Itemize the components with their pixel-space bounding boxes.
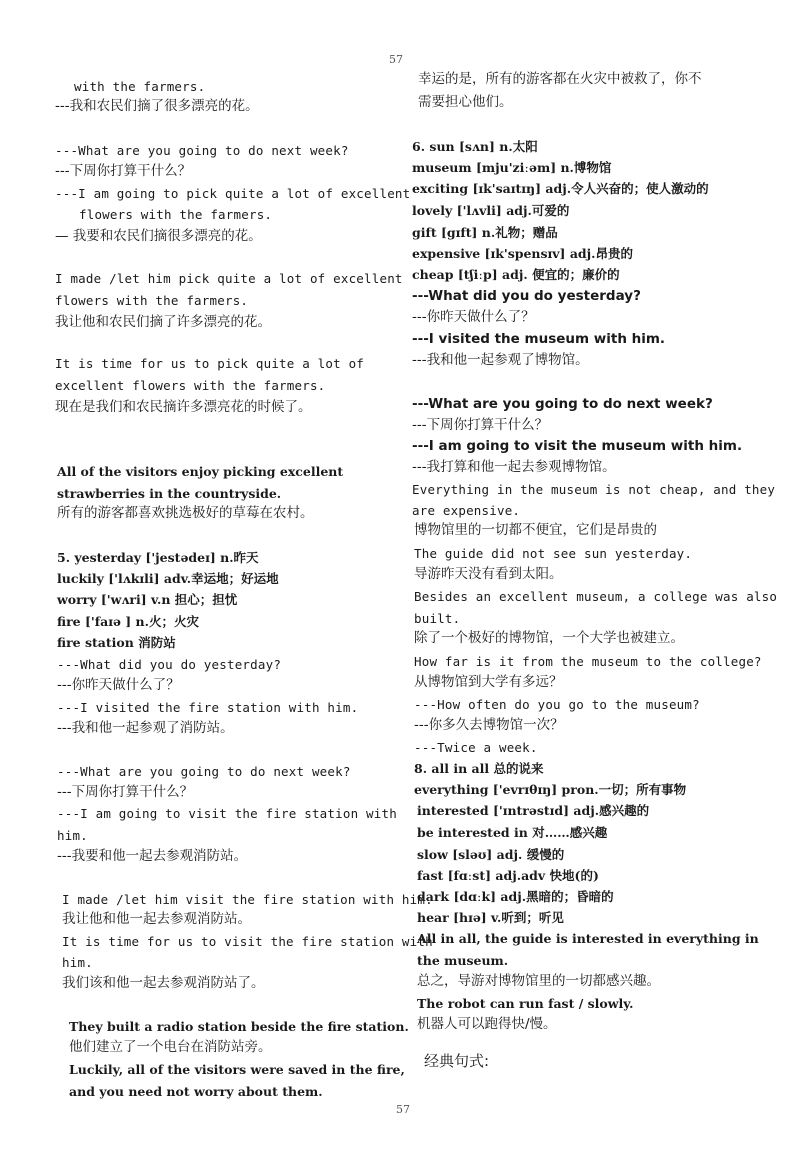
- right-line-42: The robot can run fast / slowly.: [417, 996, 634, 1011]
- right-line-11: ---你昨天做什么了？: [412, 309, 535, 325]
- right-line-40: the museum.: [417, 953, 509, 968]
- left-line-15: strawberries in the countryside.: [57, 486, 282, 501]
- right-line-14: ---What are you going to do next week?: [412, 396, 713, 412]
- right-line-43: 机器人可以跑得快/慢。: [417, 1016, 557, 1032]
- left-line-5: ---I am going to pick quite a lot of excellent: [55, 186, 411, 201]
- left-line-20: fire ['faɪə ] n.火；火灾: [57, 614, 199, 629]
- right-line-38: hear [hɪə] v.听到；听见: [417, 910, 564, 925]
- left-line-21: fire station 消防站: [57, 635, 176, 650]
- right-line-35: slow [sləʊ] adj. 缓慢的: [417, 847, 565, 862]
- right-line-39: All in all, the guide is interested in everything in: [417, 931, 759, 946]
- left-line-2: ---我和农民们摘了很多漂亮的花。: [55, 98, 259, 114]
- left-line-38: Luckily, all of the visitors were saved in the fire,: [69, 1062, 405, 1077]
- left-line-17: 5. yesterday ['jestədeɪ] n.昨天: [57, 550, 259, 565]
- right-line-22: 导游昨天没有看到太阳。: [414, 566, 563, 582]
- right-line-2: 需要担心他们。: [418, 94, 513, 110]
- left-line-7: — 我要和农民们摘很多漂亮的花。: [55, 228, 262, 244]
- right-line-27: 从博物馆到大学有多远？: [414, 674, 563, 690]
- left-line-31: I made /let him visit the fire station with him.: [62, 892, 433, 907]
- left-line-3: ---What are you going to do next week?: [55, 143, 349, 158]
- left-line-28: ---I am going to visit the fire station with: [57, 806, 397, 821]
- right-line-10: ---What did you do yesterday?: [412, 288, 641, 304]
- left-line-10: 我让他和农民们摘了许多漂亮的花。: [55, 314, 271, 330]
- left-line-14: All of the visitors enjoy picking excellent: [57, 464, 344, 479]
- right-line-33: interested ['ɪntrəstɪd] adj.感兴趣的: [417, 803, 650, 818]
- left-line-24: ---I visited the fire station with him.: [57, 700, 359, 715]
- right-line-24: built.: [414, 611, 461, 626]
- right-line-23: Besides an excellent museum, a college was also: [414, 589, 778, 604]
- left-line-29: him.: [57, 828, 88, 843]
- right-line-25: 除了一个极好的博物馆，一个大学也被建立。: [414, 630, 684, 646]
- section-heading-classic-sentences: 经典句式:: [424, 1052, 490, 1070]
- left-line-22: ---What did you do yesterday?: [57, 657, 282, 672]
- right-line-21: The guide did not see sun yesterday.: [414, 546, 693, 561]
- right-line-19: are expensive.: [412, 503, 521, 518]
- right-line-34: be interested in 对……感兴趣: [417, 825, 608, 840]
- right-line-8: expensive [ɪk'spensɪv] adj.昂贵的: [412, 246, 634, 261]
- right-line-15: ---下周你打算干什么？: [412, 417, 549, 433]
- left-line-34: him.: [62, 955, 93, 970]
- left-line-11: It is time for us to pick quite a lot of: [55, 356, 365, 371]
- left-line-37: 他们建立了一个电台在消防站旁。: [69, 1039, 272, 1055]
- left-line-33: It is time for us to visit the fire station with: [62, 934, 433, 949]
- right-line-20: 博物馆里的一切都不便宜，它们是昂贵的: [414, 522, 657, 538]
- left-line-6: flowers with the farmers.: [79, 207, 273, 222]
- left-line-13: 现在是我们和农民摘许多漂亮花的时候了。: [55, 399, 312, 415]
- left-line-39: and you need not worry about them.: [69, 1084, 323, 1099]
- left-line-4: ---下周你打算干什么？: [55, 163, 192, 179]
- right-line-1: 幸运的是，所有的游客都在火灾中被救了，你不: [418, 71, 702, 87]
- right-line-12: ---I visited the museum with him.: [412, 331, 666, 347]
- right-line-17: ---我打算和他一起去参观博物馆。: [412, 459, 616, 475]
- right-line-31: 8. all in all 总的说来: [414, 761, 544, 776]
- right-line-29: ---你多久去博物馆一次？: [414, 717, 564, 733]
- left-line-19: worry ['wʌri] v.n 担心；担忧: [57, 592, 238, 607]
- right-line-4: museum [mju'ziːəm] n.博物馆: [412, 160, 612, 175]
- left-line-8: I made /let him pick quite a lot of excellent: [55, 271, 403, 286]
- right-line-7: gift [gɪft] n.礼物；赠品: [412, 225, 558, 240]
- right-line-3: 6. sun [sʌn] n.太阳: [412, 139, 538, 154]
- left-line-23: ---你昨天做什么了？: [57, 677, 180, 693]
- left-line-18: luckily ['lʌkɪli] adv.幸运地；好运地: [57, 571, 279, 586]
- right-line-16: ---I am going to visit the museum with him.: [412, 438, 743, 454]
- left-line-35: 我们该和他一起去参观消防站了。: [62, 975, 265, 991]
- page-number-top: 57: [389, 53, 403, 66]
- right-line-32: everything ['evrɪθɪŋ] pron.一切；所有事物: [414, 782, 687, 797]
- right-line-13: ---我和他一起参观了博物馆。: [412, 352, 589, 368]
- left-line-12: excellent flowers with the farmers.: [55, 378, 326, 393]
- right-line-28: ---How often do you go to the museum?: [414, 697, 700, 712]
- left-line-25: ---我和他一起参观了消防站。: [57, 720, 234, 736]
- right-line-9: cheap [tʃiːp] adj. 便宜的；廉价的: [412, 267, 620, 282]
- left-line-36: They built a radio station beside the fire station.: [69, 1019, 409, 1034]
- right-line-6: lovely ['lʌvli] adj.可爱的: [412, 203, 570, 218]
- page-number-bottom: 57: [396, 1103, 410, 1116]
- left-line-32: 我让他和他一起去参观消防站。: [62, 911, 251, 927]
- left-line-26: ---What are you going to do next week?: [57, 764, 351, 779]
- left-line-30: ---我要和他一起去参观消防站。: [57, 848, 248, 864]
- right-line-18: Everything in the museum is not cheap, and they: [412, 482, 776, 497]
- left-line-16: 所有的游客都喜欢挑选极好的草莓在农村。: [57, 505, 314, 521]
- right-line-36: fast [fɑːst] adj.adv 快地(的): [417, 868, 599, 883]
- right-line-41: 总之，导游对博物馆里的一切都感兴趣。: [417, 973, 660, 989]
- right-line-30: ---Twice a week.: [414, 740, 538, 755]
- right-line-37: dark [dɑːk] adj.黑暗的；昏暗的: [417, 889, 614, 904]
- left-line-9: flowers with the farmers.: [55, 293, 249, 308]
- right-line-5: exciting [ɪk'saɪtɪŋ] adj.令人兴奋的；使人激动的: [412, 181, 709, 196]
- right-line-26: How far is it from the museum to the college?: [414, 654, 762, 669]
- left-line-27: ---下周你打算干什么？: [57, 784, 194, 800]
- left-line-1: with the farmers.: [74, 79, 206, 94]
